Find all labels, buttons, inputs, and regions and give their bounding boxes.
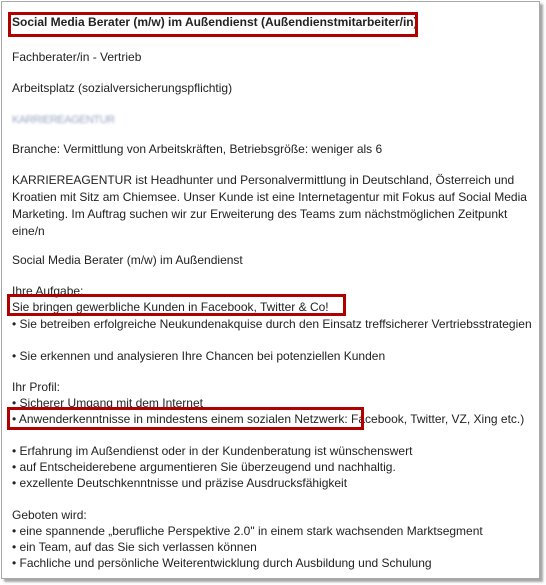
offer-heading: Geboten wird:: [12, 508, 87, 522]
industry-info: Branche: Vermittlung von Arbeitskräften, Betriebsgröße: weniger als 6: [12, 142, 383, 156]
profile-item: • Erfahrung im Außendienst oder in der Kundenberatung ist wünschenswert: [12, 444, 413, 458]
profile-item: • auf Entscheiderebene argumentieren Sie überzeugend und nachhaltig.: [12, 460, 396, 474]
task-item: • Sie erkennen und analysieren Ihre Chancen bei potenziellen Kunden: [12, 349, 386, 363]
offer-item: • ein Team, auf das Sie sich verlassen können: [12, 540, 257, 554]
task-item: • Sie betreiben erfolgreiche Neukundenakquise durch den Einsatz treffsicherer Vertriebsstrategien: [12, 317, 532, 331]
profile-heading: Ihr Profil:: [12, 380, 61, 394]
profile-item: • Anwenderkenntnisse in mindestens einem sozialen Netzwerk: Facebook, Twitter, VZ, Xing etc.): [12, 412, 525, 426]
company-intro: KARRIEREAGENTUR ist Headhunter und Personalvermittlung in Deutschland, Österreich und Kroatien mit Sitz am Chiemsee. Unser Kunde ist eine Internetagentur mit Fokus auf Social Media Marketing. Im Auftrag suchen wir zur Erweiterung des Teams zum nächstmöglichen Zeitpunkt eine/n: [12, 173, 527, 238]
offer-item: • eine spannende „berufliche Perspektive 2.0" in einem stark wachsenden Marktsegment: [12, 524, 483, 538]
job-title: Social Media Berater (m/w) im Außendienst (Außendienstmitarbeiter/in): [12, 15, 418, 29]
job-listing-panel: [1, 1, 540, 579]
offer-item: • Fachliche und persönliche Weiterentwicklung durch Ausbildung und Schulung: [12, 556, 432, 570]
workplace-type: Arbeitsplatz (sozialversicherungspflichtig): [12, 81, 233, 95]
profile-item: • Sicherer Umgang mit dem Internet: [12, 396, 203, 410]
profile-item: • exzellente Deutschkenntnisse und präzise Ausdrucksfähigkeit: [12, 476, 348, 490]
tasks-heading: Ihre Aufgabe:: [12, 284, 84, 298]
company-name-blurred: KARRIEREAGENTUR: [12, 114, 115, 126]
task-item: Sie bringen gewerbliche Kunden in Facebook, Twitter & Co!: [12, 300, 329, 314]
position-name: Social Media Berater (m/w) im Außendienst: [12, 253, 243, 267]
job-subtitle: Fachberater/in - Vertrieb: [12, 50, 142, 64]
